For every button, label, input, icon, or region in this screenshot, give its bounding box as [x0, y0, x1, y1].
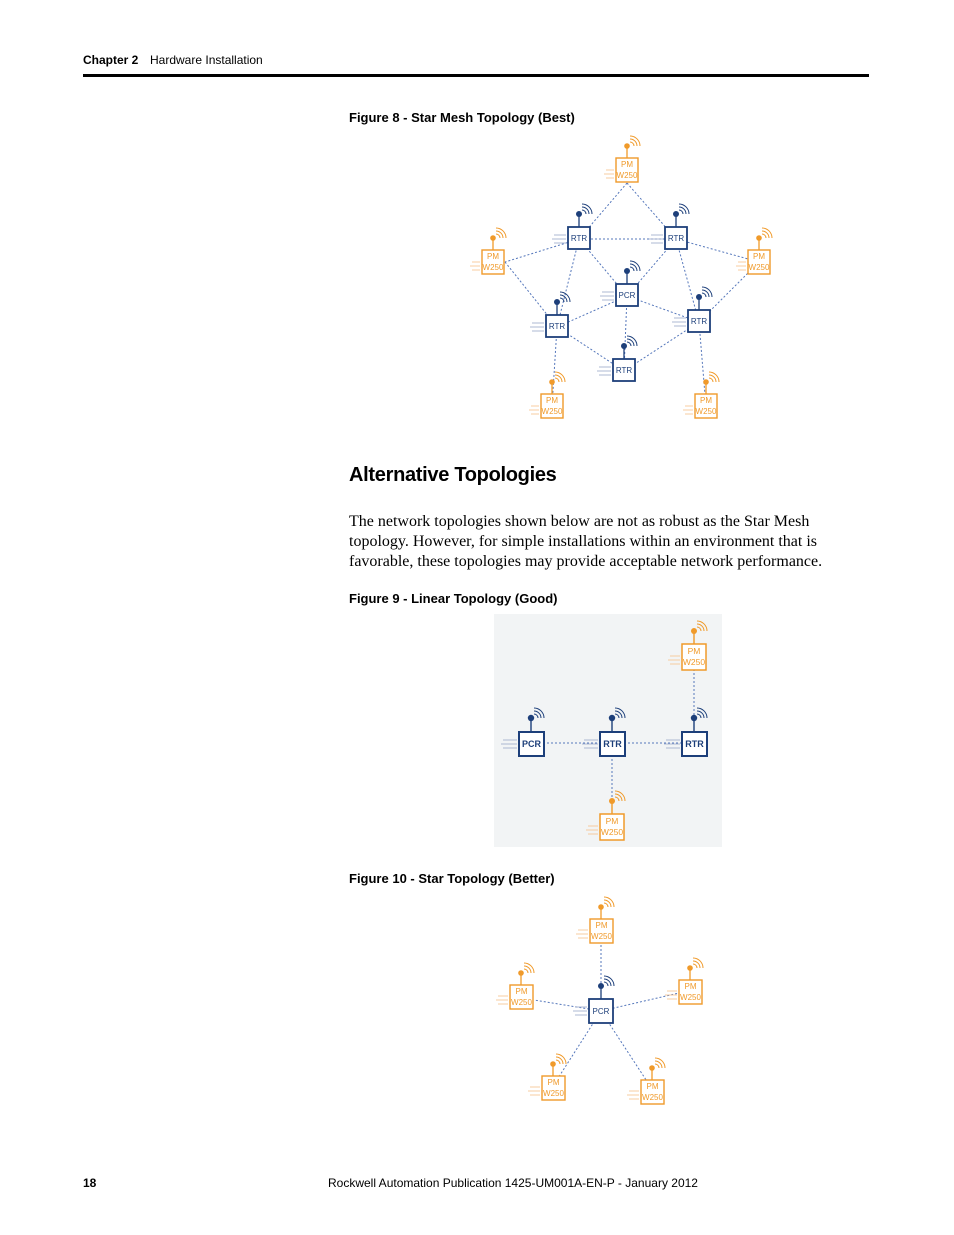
svg-text:PM: PM	[646, 1082, 659, 1091]
wireless-signal-icon	[604, 976, 614, 986]
pcr-node	[600, 261, 640, 306]
figure-8-star-mesh-diagram	[460, 130, 780, 430]
svg-text:PM: PM	[700, 396, 712, 405]
svg-text:PM: PM	[547, 1078, 560, 1087]
wireless-signal-icon	[560, 292, 570, 302]
antenna-icon	[490, 235, 496, 241]
svg-text:W250: W250	[642, 1093, 663, 1102]
rtr-node	[649, 204, 689, 249]
antenna-icon	[691, 715, 697, 721]
chapter-label: Chapter 2	[83, 53, 139, 67]
figure-8-caption: Figure 8 - Star Mesh Topology (Best)	[349, 110, 575, 125]
svg-text:PM: PM	[546, 396, 558, 405]
figure-9-linear-diagram	[494, 614, 722, 847]
svg-text:W250: W250	[543, 1089, 564, 1098]
section-title: Hardware Installation	[150, 53, 263, 67]
pm-node	[576, 897, 614, 943]
svg-text:RTR: RTR	[685, 739, 704, 749]
antenna-icon	[549, 379, 555, 385]
svg-text:W250: W250	[482, 263, 504, 272]
wireless-signal-icon	[556, 1054, 566, 1064]
publication-footer: Rockwell Automation Publication 1425-UM001A-EN-P - January 2012	[328, 1176, 698, 1190]
wireless-signal-icon	[655, 1058, 665, 1068]
antenna-icon	[624, 268, 630, 274]
svg-text:PM: PM	[595, 921, 608, 930]
wireless-signal-icon	[604, 897, 614, 907]
figure-9-caption: Figure 9 - Linear Topology (Good)	[349, 591, 558, 606]
svg-text:PCR: PCR	[592, 1007, 610, 1016]
pm-node	[736, 228, 772, 274]
antenna-icon	[518, 970, 524, 976]
pm-node	[528, 1054, 566, 1100]
pm-node	[529, 372, 565, 418]
svg-text:PM: PM	[605, 816, 619, 826]
antenna-icon	[528, 715, 534, 721]
svg-text:W250: W250	[616, 171, 638, 180]
svg-text:RTR: RTR	[603, 739, 622, 749]
pm-node	[496, 963, 534, 1009]
pcr-node	[573, 976, 614, 1023]
wireless-signal-icon	[627, 336, 637, 346]
svg-text:PM: PM	[753, 252, 765, 261]
svg-text:W250: W250	[591, 932, 612, 941]
wireless-signal-icon	[709, 372, 719, 382]
svg-text:PCR: PCR	[618, 291, 636, 300]
antenna-icon	[609, 715, 615, 721]
header-rule	[83, 74, 869, 77]
wireless-signal-icon	[693, 958, 703, 968]
svg-text:RTR: RTR	[548, 322, 566, 331]
svg-text:W250: W250	[511, 998, 532, 1007]
section-heading: Alternative Topologies	[349, 464, 557, 486]
svg-text:W250: W250	[680, 993, 701, 1002]
antenna-icon	[691, 628, 697, 634]
antenna-icon	[703, 379, 709, 385]
wireless-signal-icon	[702, 287, 712, 297]
section-body-text: The network topologies shown below are not as robust as the Star Mesh topology. However, for simple installations within an environment that is favorable, these topologies may provide acceptable network performance.	[349, 513, 823, 570]
figure-10-caption: Figure 10 - Star Topology (Better)	[349, 871, 555, 886]
svg-text:W250: W250	[600, 827, 624, 837]
antenna-icon	[598, 904, 604, 910]
wireless-signal-icon	[630, 261, 640, 271]
svg-text:W250: W250	[541, 407, 563, 416]
svg-text:RTR: RTR	[690, 317, 708, 326]
antenna-icon	[624, 143, 630, 149]
svg-text:RTR: RTR	[667, 234, 685, 243]
rtr-node	[552, 204, 592, 249]
wireless-signal-icon	[679, 204, 689, 214]
wireless-signal-icon	[762, 228, 772, 238]
antenna-icon	[609, 798, 615, 804]
svg-text:RTR: RTR	[615, 366, 633, 375]
figure-10-star-diagram	[480, 890, 740, 1115]
rtr-node	[672, 287, 712, 332]
antenna-icon	[756, 235, 762, 241]
antenna-icon	[696, 294, 702, 300]
pm-node	[470, 228, 506, 274]
svg-text:PM: PM	[515, 987, 528, 996]
svg-text:PM: PM	[687, 646, 701, 656]
svg-text:PCR: PCR	[521, 739, 542, 749]
wireless-signal-icon	[524, 963, 534, 973]
svg-text:PM: PM	[684, 982, 697, 991]
pm-node	[665, 958, 703, 1004]
svg-text:W250: W250	[695, 407, 717, 416]
svg-text:W250: W250	[748, 263, 770, 272]
page-number: 18	[83, 1176, 97, 1190]
pm-node	[627, 1058, 665, 1104]
antenna-icon	[673, 211, 679, 217]
antenna-icon	[550, 1061, 556, 1067]
wireless-signal-icon	[630, 136, 640, 146]
wireless-signal-icon	[582, 204, 592, 214]
antenna-icon	[687, 965, 693, 971]
svg-text:PM: PM	[487, 252, 499, 261]
wireless-signal-icon	[555, 372, 565, 382]
svg-text:PM: PM	[621, 160, 633, 169]
svg-text:RTR: RTR	[570, 234, 588, 243]
antenna-icon	[649, 1065, 655, 1071]
antenna-icon	[621, 343, 627, 349]
pm-node	[683, 372, 719, 418]
svg-text:W250: W250	[682, 657, 706, 667]
rtr-node	[597, 336, 637, 381]
pm-node	[604, 136, 640, 182]
antenna-icon	[554, 299, 560, 305]
antenna-icon	[576, 211, 582, 217]
wireless-signal-icon	[496, 228, 506, 238]
antenna-icon	[598, 983, 604, 989]
